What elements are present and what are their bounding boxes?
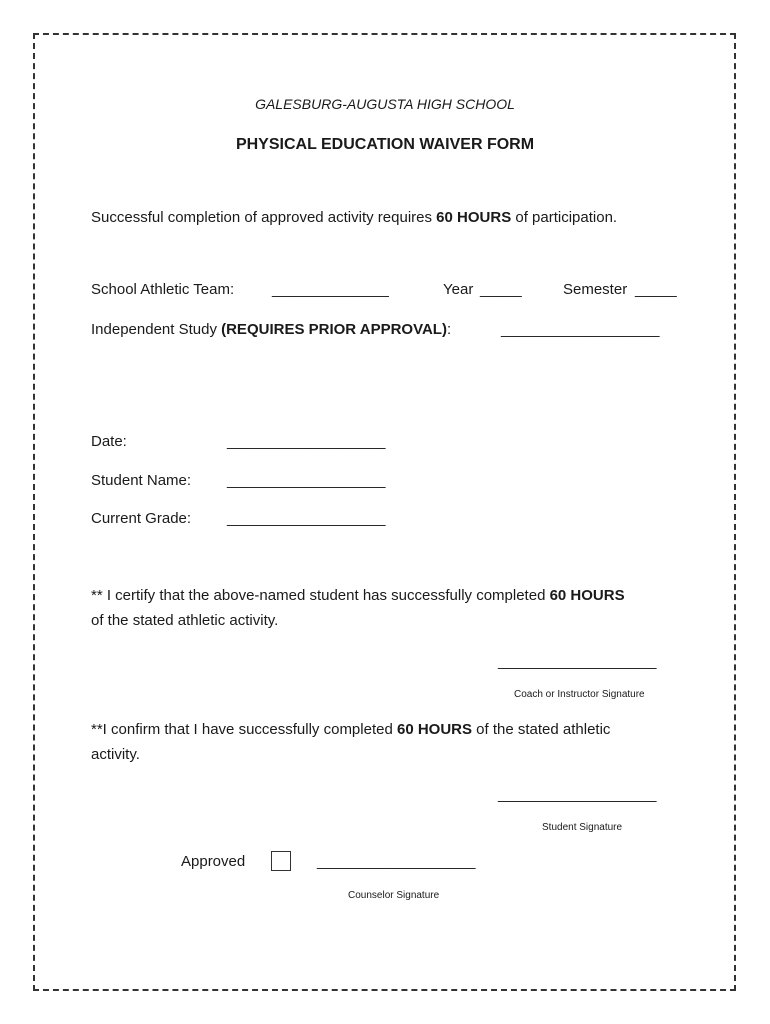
year-label: Year	[443, 281, 474, 298]
requirement-hours: 60 HOURS	[436, 209, 512, 226]
student-signature-field[interactable]: ___________________	[498, 786, 657, 803]
requirement-text: Successful completion of approved activity requires	[91, 209, 437, 226]
independent-study-label	[91, 321, 451, 338]
date-label: Date:	[91, 433, 127, 450]
team-field[interactable]: ______________	[272, 281, 389, 298]
student-name-field[interactable]: ___________________	[227, 472, 386, 489]
form-title: PHYSICAL EDUCATION WAIVER FORM	[235, 136, 535, 153]
student-cert-text-end: of the stated athletic	[472, 721, 611, 738]
semester-label: Semester	[563, 281, 628, 298]
student-cert-text: **I confirm that I have successfully completed	[91, 721, 397, 738]
current-grade-field[interactable]: ___________________	[227, 510, 386, 527]
school-name: GALESBURG-AUGUSTA HIGH SCHOOL	[255, 96, 515, 112]
coach-signature-field[interactable]: ___________________	[498, 653, 657, 670]
student-name-label: Student Name:	[91, 472, 192, 489]
approved-checkbox[interactable]	[271, 851, 291, 871]
counselor-signature-label: Counselor Signature	[348, 890, 440, 901]
coach-certification-line1	[91, 587, 625, 604]
coach-certification-line2: of the stated athletic activity.	[91, 612, 279, 629]
requirement-text-end: of participation.	[511, 209, 618, 226]
date-field[interactable]: ___________________	[227, 433, 386, 450]
coach-cert-text: ** I certify that the above-named student has successfully completed	[91, 587, 550, 604]
prior-approval-note: (REQUIRES PRIOR APPROVAL)	[221, 321, 447, 338]
requirement-statement	[91, 209, 617, 226]
student-signature-label: Student Signature	[542, 822, 623, 833]
student-cert-hours: 60 HOURS	[396, 721, 473, 738]
current-grade-label: Current Grade:	[91, 510, 192, 527]
semester-field[interactable]: _____	[635, 281, 677, 298]
independent-colon: :	[446, 321, 452, 338]
student-confirmation-line1	[91, 721, 610, 738]
student-confirmation-line2: activity.	[91, 746, 140, 763]
year-field[interactable]: _____	[480, 281, 522, 298]
approved-label: Approved	[181, 853, 246, 870]
counselor-signature-field[interactable]: ___________________	[317, 853, 476, 870]
team-label: School Athletic Team:	[91, 281, 235, 298]
coach-signature-label: Coach or Instructor Signature	[514, 689, 645, 700]
independent-study-text: Independent Study	[91, 321, 222, 338]
coach-cert-hours: 60 HOURS	[549, 587, 625, 604]
independent-study-field[interactable]: ___________________	[501, 321, 660, 338]
